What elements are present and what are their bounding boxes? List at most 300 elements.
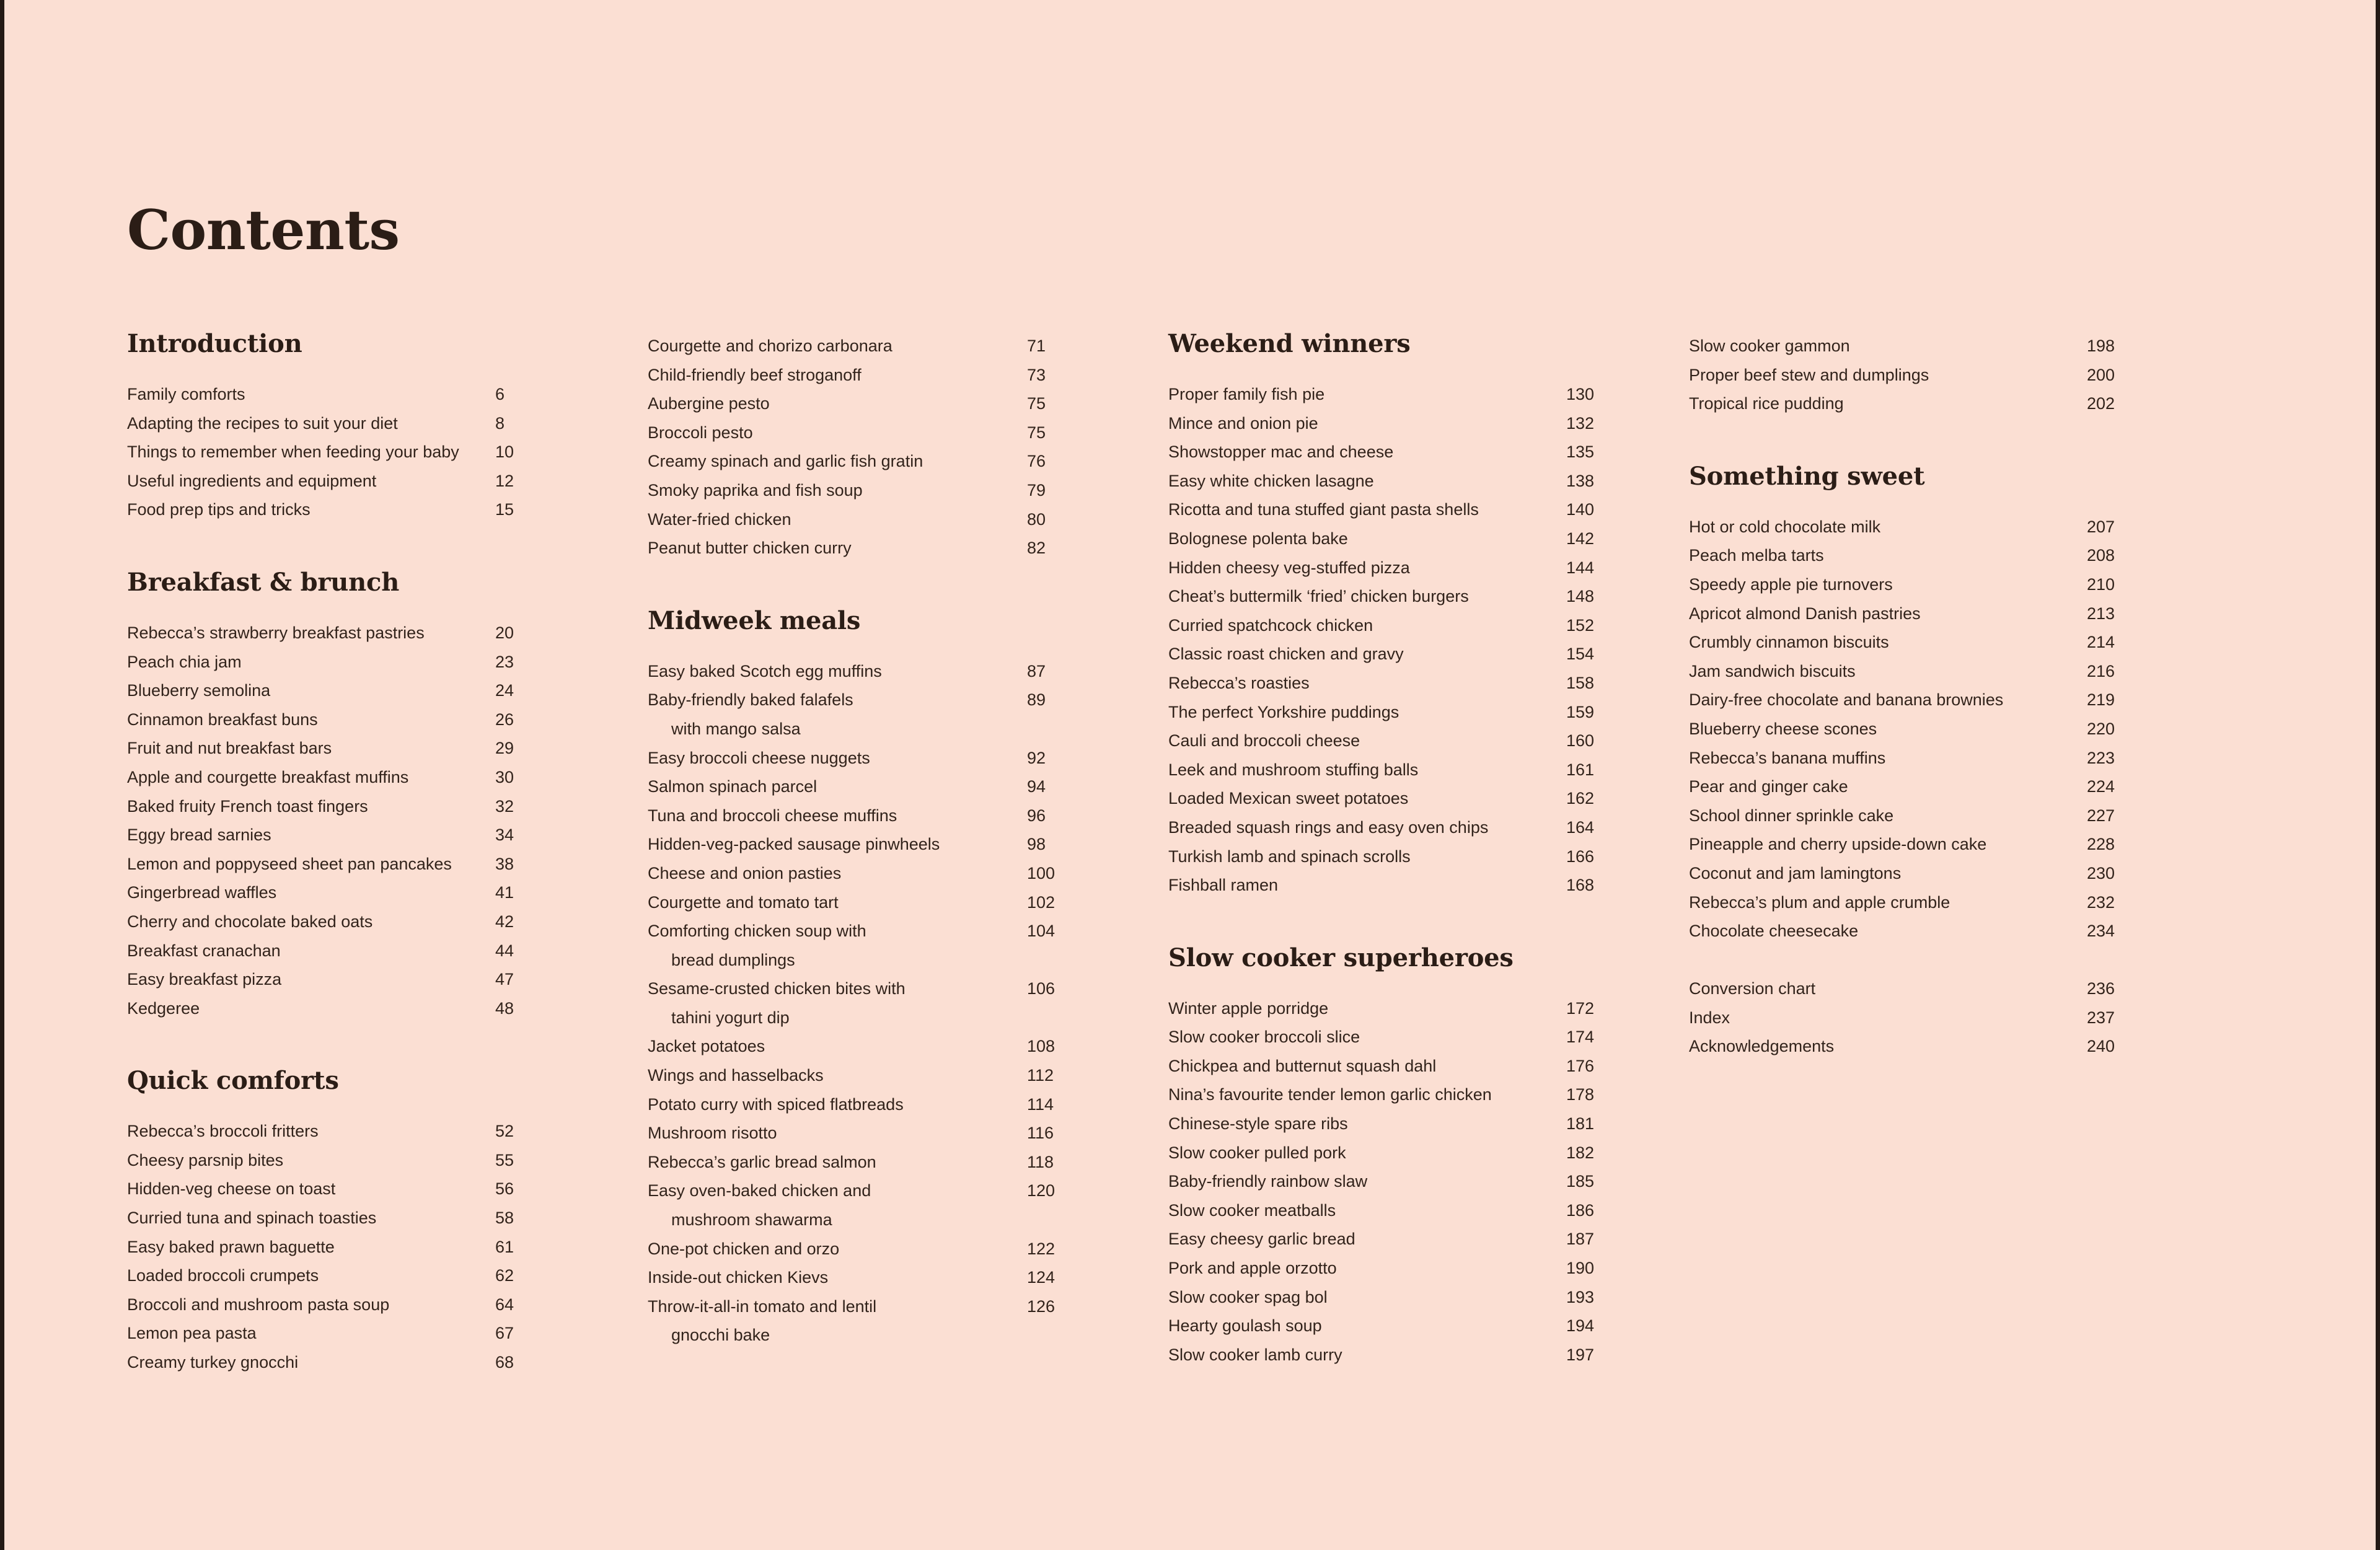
contents-entry[interactable] [648, 534, 1168, 563]
entry-page-number: 23 [495, 652, 514, 671]
entry-title: Mince and onion pie [1168, 413, 1318, 433]
contents-entry[interactable] [1689, 332, 2210, 361]
entry-page-number: 15 [495, 500, 514, 519]
entry-title: Cauli and broccoli cheese [1168, 731, 1360, 751]
entry-page-number: 220 [2087, 719, 2115, 738]
entry-page-number: 208 [2087, 546, 2115, 565]
entry-title: Mushroom risotto [648, 1124, 777, 1143]
contents-entry[interactable] [127, 676, 648, 705]
contents-entry[interactable] [1168, 1080, 1689, 1109]
entry-page-number: 52 [495, 1122, 514, 1141]
entry-title: Lemon pea pasta [127, 1324, 257, 1343]
contents-entry[interactable] [127, 763, 648, 792]
contents-entry[interactable] [127, 705, 648, 734]
entry-page-number: 62 [495, 1266, 514, 1285]
contents-entry[interactable] [1689, 801, 2210, 830]
entry-page-number: 58 [495, 1209, 514, 1228]
contents-columns [127, 329, 2278, 1377]
contents-entry[interactable] [648, 685, 1168, 715]
contents-entry[interactable] [648, 801, 1168, 830]
entry-title: Curried tuna and spinach toasties [127, 1209, 377, 1228]
contents-entry[interactable] [648, 476, 1168, 505]
contents-entry[interactable] [648, 1263, 1168, 1292]
contents-entry[interactable] [1168, 1311, 1689, 1341]
entry-title: Rebecca’s broccoli fritters [127, 1122, 319, 1141]
contents-entry[interactable] [127, 1261, 648, 1290]
entry-title: Things to remember when feeding your baby [127, 443, 459, 462]
entry-title: Comforting chicken soup with [648, 922, 866, 941]
contents-section [1168, 943, 1689, 1370]
entry-page-number: 138 [1566, 471, 1595, 490]
entry-title: Slow cooker spag bol [1168, 1287, 1328, 1306]
contents-entry[interactable] [1168, 871, 1689, 900]
contents-entry[interactable] [1168, 380, 1689, 409]
entry-page-number: 159 [1566, 702, 1595, 721]
entry-page-number: 124 [1027, 1268, 1056, 1287]
contents-entry[interactable] [127, 467, 648, 496]
contents-entry[interactable] [1168, 1196, 1689, 1225]
contents-entry-list [127, 619, 648, 1023]
entry-title: with mango salsa [671, 719, 801, 738]
column-4 [1689, 332, 2210, 1061]
entry-title: Crumbly cinnamon biscuits [1689, 633, 1889, 652]
entry-title: Easy oven-baked chicken and [648, 1181, 871, 1200]
entry-title: Easy baked Scotch egg muffins [648, 661, 882, 680]
entry-title: Family comforts [127, 385, 245, 403]
contents-entry[interactable] [127, 792, 648, 821]
contents-entry[interactable] [1689, 715, 2210, 744]
entry-page-number: 108 [1027, 1037, 1056, 1056]
entry-title: Cinnamon breakfast buns [127, 710, 318, 729]
entry-page-number: 26 [495, 710, 514, 729]
contents-entry[interactable] [648, 888, 1168, 917]
entry-page-number: 106 [1027, 979, 1056, 998]
contents-entry[interactable] [127, 438, 648, 467]
entry-page-number: 98 [1027, 835, 1046, 854]
entry-title: Fishball ramen [1168, 876, 1279, 895]
contents-entry[interactable] [1689, 628, 2210, 657]
contents-entry[interactable] [648, 1148, 1168, 1177]
entry-title: Gingerbread waffles [127, 883, 277, 902]
contents-entry[interactable] [648, 1292, 1168, 1321]
contents-entry[interactable] [1689, 361, 2210, 390]
contents-section [1689, 461, 2210, 1061]
entry-title: tahini yogurt dip [671, 1008, 790, 1027]
contents-entry-list [648, 657, 1168, 1350]
entry-title: Sesame-crusted chicken bites with [648, 979, 906, 998]
contents-entry[interactable] [1168, 994, 1689, 1023]
entry-page-number: 142 [1566, 529, 1595, 548]
contents-entry[interactable] [127, 1348, 648, 1377]
entry-page-number: 227 [2087, 806, 2115, 825]
entry-title: Apple and courgette breakfast muffins [127, 767, 409, 786]
entry-page-number: 24 [495, 681, 514, 700]
contents-entry[interactable] [1168, 582, 1689, 611]
entry-title: Hidden-veg cheese on toast [127, 1179, 336, 1199]
contents-entry[interactable] [648, 946, 1168, 975]
section-heading: Introduction [127, 329, 302, 358]
column-2 [648, 332, 1168, 1350]
contents-entry[interactable] [1689, 570, 2210, 599]
entry-page-number: 71 [1027, 337, 1046, 355]
entry-title: Classic roast chicken and gravy [1168, 645, 1404, 664]
entry-page-number: 104 [1027, 922, 1056, 941]
entry-title: School dinner sprinkle cake [1689, 806, 1894, 825]
contents-entry[interactable] [1689, 389, 2210, 418]
entry-title: Hidden cheesy veg-stuffed pizza [1168, 558, 1410, 577]
entry-page-number: 178 [1566, 1085, 1595, 1104]
entry-page-number: 232 [2087, 892, 2115, 912]
entry-title: Pear and ginger cake [1689, 777, 1848, 796]
entry-page-number: 126 [1027, 1297, 1056, 1316]
entry-title: Salmon spinach parcel [648, 777, 818, 796]
contents-entry[interactable] [648, 657, 1168, 686]
entry-title: Easy baked prawn baguette [127, 1237, 335, 1256]
contents-entry[interactable] [1168, 495, 1689, 524]
entry-title: Showstopper mac and cheese [1168, 443, 1394, 462]
contents-entry[interactable] [127, 821, 648, 850]
contents-entry[interactable] [648, 361, 1168, 390]
entry-title: Conversion chart [1689, 979, 1816, 998]
entry-title: Apricot almond Danish pastries [1689, 604, 1921, 623]
entry-page-number: 228 [2087, 835, 2115, 854]
contents-section [127, 567, 648, 1023]
entry-title: Blueberry cheese scones [1689, 719, 1877, 738]
contents-entry[interactable] [1689, 513, 2210, 542]
entry-title: Useful ingredients and equipment [127, 471, 377, 490]
contents-entry[interactable] [1168, 438, 1689, 467]
entry-page-number: 200 [2087, 365, 2115, 384]
entry-title: Slow cooker pulled pork [1168, 1143, 1346, 1162]
contents-entry[interactable] [1168, 640, 1689, 669]
entry-page-number: 237 [2087, 1008, 2115, 1027]
contents-entry[interactable] [1168, 1109, 1689, 1138]
entry-page-number: 164 [1566, 817, 1595, 837]
contents-entry[interactable] [648, 1090, 1168, 1119]
entry-page-number: 47 [495, 970, 514, 989]
entry-page-number: 202 [2087, 394, 2115, 413]
entry-page-number: 12 [495, 471, 514, 490]
contents-entry[interactable] [127, 1319, 648, 1348]
entry-title: Broccoli and mushroom pasta soup [127, 1295, 390, 1314]
entry-page-number: 48 [495, 998, 514, 1018]
contents-entry[interactable] [648, 1032, 1168, 1061]
entry-title: Rebecca’s banana muffins [1689, 748, 1886, 767]
entry-page-number: 234 [2087, 922, 2115, 941]
contents-entry[interactable] [127, 409, 648, 438]
entry-title: Index [1689, 1008, 1730, 1027]
column-3 [1168, 329, 1689, 1369]
entry-title: Slow cooker broccoli slice [1168, 1028, 1360, 1047]
contents-entry[interactable] [1168, 524, 1689, 553]
entry-title: Rebecca’s garlic bread salmon [648, 1152, 876, 1171]
contents-entry[interactable] [1168, 784, 1689, 813]
contents-entry[interactable] [1168, 611, 1689, 640]
contents-entry[interactable] [1689, 657, 2210, 686]
entry-page-number: 185 [1566, 1172, 1595, 1191]
entry-title: Creamy spinach and garlic fish gratin [648, 452, 923, 471]
contents-entry[interactable] [127, 619, 648, 648]
section-heading: Quick comforts [127, 1066, 339, 1096]
contents-entry[interactable] [648, 974, 1168, 1003]
entry-title: Baked fruity French toast fingers [127, 796, 368, 816]
entry-page-number: 161 [1566, 760, 1595, 779]
entry-title: Courgette and tomato tart [648, 892, 839, 912]
contents-entry[interactable] [127, 965, 648, 994]
contents-entry[interactable] [1689, 830, 2210, 859]
contents-entry[interactable] [1689, 1003, 2210, 1033]
contents-entry[interactable] [1168, 842, 1689, 871]
entry-title: Curried spatchcock chicken [1168, 615, 1373, 635]
entry-title: Chickpea and butternut squash dahl [1168, 1056, 1437, 1075]
entry-page-number: 213 [2087, 604, 2115, 623]
entry-title: Pineapple and cherry upside-down cake [1689, 835, 1987, 854]
entry-title: Loaded broccoli crumpets [127, 1266, 319, 1285]
entry-title: Food prep tips and tricks [127, 500, 311, 519]
contents-entry[interactable] [127, 380, 648, 409]
contents-entry[interactable] [648, 1205, 1168, 1235]
entry-title: Proper beef stew and dumplings [1689, 365, 1929, 384]
entry-page-number: 172 [1566, 998, 1595, 1018]
entry-page-number: 75 [1027, 423, 1046, 442]
contents-entry[interactable] [1168, 1167, 1689, 1196]
entry-page-number: 122 [1027, 1239, 1056, 1258]
entry-page-number: 75 [1027, 394, 1046, 413]
contents-entry[interactable] [648, 1176, 1168, 1205]
contents-entry[interactable] [648, 1003, 1168, 1033]
contents-entry[interactable] [127, 907, 648, 936]
entry-page-number: 230 [2087, 863, 2115, 883]
contents-entry[interactable] [648, 332, 1168, 361]
contents-entry[interactable] [648, 1235, 1168, 1264]
contents-entry[interactable] [1168, 1283, 1689, 1312]
entry-page-number: 194 [1566, 1316, 1595, 1336]
entry-title: Rebecca’s plum and apple crumble [1689, 892, 1950, 912]
entry-page-number: 96 [1027, 806, 1046, 825]
entry-title: Speedy apple pie turnovers [1689, 575, 1893, 594]
entry-page-number: 224 [2087, 777, 2115, 796]
contents-entry-list [1168, 994, 1689, 1370]
contents-entry-list [1689, 332, 2210, 418]
entry-page-number: 240 [2087, 1037, 2115, 1056]
contents-entry[interactable] [127, 878, 648, 907]
entry-title: Hot or cold chocolate milk [1689, 517, 1881, 536]
entry-title: Broccoli pesto [648, 423, 753, 442]
contents-entry[interactable] [127, 495, 648, 524]
section-heading: Midweek meals [648, 605, 861, 635]
contents-entry[interactable] [1168, 1225, 1689, 1254]
contents-entry[interactable] [1689, 744, 2210, 773]
entry-page-number: 73 [1027, 365, 1046, 384]
entry-page-number: 236 [2087, 979, 2115, 998]
entry-page-number: 61 [495, 1237, 514, 1256]
entry-page-number: 30 [495, 767, 514, 786]
contents-entry[interactable] [1168, 1138, 1689, 1168]
entry-title: Peach melba tarts [1689, 546, 1824, 565]
entry-page-number: 118 [1027, 1152, 1054, 1171]
entry-title: Adapting the recipes to suit your diet [127, 413, 398, 433]
entry-title: gnocchi bake [671, 1326, 770, 1345]
entry-title: Chinese-style spare ribs [1168, 1114, 1348, 1134]
section-heading: Something sweet [1689, 461, 1925, 491]
contents-entry[interactable] [648, 859, 1168, 888]
contents-entry[interactable] [648, 772, 1168, 801]
entry-title: One-pot chicken and orzo [648, 1239, 840, 1258]
entry-title: Rebecca’s roasties [1168, 673, 1310, 692]
entry-page-number: 116 [1027, 1124, 1054, 1143]
contents-entry[interactable] [127, 850, 648, 879]
contents-entry[interactable] [1168, 669, 1689, 698]
entry-page-number: 160 [1566, 731, 1595, 751]
entry-page-number: 158 [1566, 673, 1595, 692]
contents-entry[interactable] [648, 715, 1168, 744]
contents-entry[interactable] [1168, 755, 1689, 785]
entry-title: Fruit and nut breakfast bars [127, 739, 332, 758]
entry-page-number: 210 [2087, 575, 2115, 594]
contents-entry[interactable] [1168, 467, 1689, 496]
entry-title: Bolognese polenta bake [1168, 529, 1348, 548]
entry-page-number: 144 [1566, 558, 1595, 577]
entry-page-number: 197 [1566, 1345, 1595, 1364]
contents-entry[interactable] [1689, 541, 2210, 570]
entry-title: Potato curry with spiced flatbreads [648, 1094, 904, 1114]
contents-entry[interactable] [127, 1146, 648, 1175]
section-heading: Weekend winners [1168, 329, 1411, 358]
entry-page-number: 68 [495, 1353, 514, 1372]
contents-section [127, 1068, 648, 1376]
contents-entry[interactable] [648, 447, 1168, 476]
contents-entry[interactable] [127, 1174, 648, 1204]
entry-title: The perfect Yorkshire puddings [1168, 702, 1399, 721]
entry-page-number: 32 [495, 796, 514, 816]
contents-entry[interactable] [1168, 1052, 1689, 1081]
entry-title: Tuna and broccoli cheese muffins [648, 806, 897, 825]
entry-title: Baby-friendly baked falafels [648, 690, 853, 710]
contents-entry[interactable] [127, 1204, 648, 1233]
contents-entry[interactable] [1689, 888, 2210, 917]
entry-page-number: 193 [1566, 1287, 1595, 1306]
entry-page-number: 182 [1566, 1143, 1595, 1162]
entry-page-number: 64 [495, 1295, 514, 1314]
column-1 [127, 329, 648, 1377]
contents-entry-list [1168, 380, 1689, 900]
entry-page-number: 76 [1027, 452, 1046, 471]
contents-entry[interactable] [1689, 917, 2210, 946]
entry-page-number: 140 [1566, 500, 1595, 519]
entry-page-number: 56 [495, 1179, 514, 1199]
entry-page-number: 8 [495, 413, 505, 433]
entry-title: Aubergine pesto [648, 394, 770, 413]
contents-entry[interactable] [648, 1119, 1168, 1148]
entry-page-number: 94 [1027, 777, 1046, 796]
contents-entry[interactable] [127, 1290, 648, 1319]
entry-page-number: 148 [1566, 587, 1595, 606]
entry-page-number: 120 [1027, 1181, 1056, 1200]
contents-entry[interactable] [648, 917, 1168, 946]
entry-title: Water-fried chicken [648, 509, 791, 529]
entry-page-number: 223 [2087, 748, 2115, 767]
contents-entry[interactable] [127, 994, 648, 1023]
entry-title: Cheesy parsnip bites [127, 1150, 284, 1169]
contents-entry[interactable] [1689, 1032, 2210, 1061]
contents-entry[interactable] [1689, 685, 2210, 715]
contents-entry[interactable] [1689, 772, 2210, 801]
entry-title: Slow cooker gammon [1689, 337, 1850, 355]
entry-title: Eggy bread sarnies [127, 826, 271, 845]
entry-title: Leek and mushroom stuffing balls [1168, 760, 1419, 779]
contents-entry[interactable] [1168, 1254, 1689, 1283]
contents-entry[interactable] [127, 936, 648, 966]
entry-title: Cherry and chocolate baked oats [127, 912, 373, 931]
contents-entry[interactable] [648, 418, 1168, 447]
entry-title: Proper family fish pie [1168, 385, 1325, 403]
contents-entry[interactable] [127, 734, 648, 763]
entry-page-number: 29 [495, 739, 514, 758]
entry-page-number: 102 [1027, 892, 1056, 912]
entry-spacer [1689, 946, 2210, 975]
contents-entry[interactable] [127, 1117, 648, 1146]
contents-entry[interactable] [1168, 553, 1689, 583]
section-heading: Slow cooker superheroes [1168, 943, 1514, 972]
entry-title: Chocolate cheesecake [1689, 922, 1859, 941]
entry-title: Creamy turkey gnocchi [127, 1353, 299, 1372]
contents-entry[interactable] [127, 1233, 648, 1262]
entry-title: Peach chia jam [127, 652, 242, 671]
contents-section [1168, 329, 1689, 900]
contents-entry[interactable] [648, 830, 1168, 859]
entry-page-number: 181 [1566, 1114, 1595, 1134]
contents-entry[interactable] [1168, 813, 1689, 842]
contents-entry[interactable] [648, 389, 1168, 418]
contents-entry[interactable] [1689, 599, 2210, 628]
entry-page-number: 89 [1027, 690, 1046, 710]
contents-section [648, 332, 1168, 563]
contents-entry[interactable] [1168, 1023, 1689, 1052]
entry-title: Loaded Mexican sweet potatoes [1168, 789, 1409, 808]
entry-page-number: 80 [1027, 509, 1046, 529]
contents-entry[interactable] [648, 1321, 1168, 1350]
entry-page-number: 87 [1027, 661, 1046, 680]
contents-entry[interactable] [1168, 726, 1689, 755]
entry-title: Breakfast cranachan [127, 941, 281, 960]
entry-page-number: 44 [495, 941, 514, 960]
entry-page-number: 42 [495, 912, 514, 931]
entry-page-number: 38 [495, 854, 514, 873]
contents-entry[interactable] [1168, 409, 1689, 438]
entry-page-number: 34 [495, 826, 514, 845]
entry-page-number: 166 [1566, 847, 1595, 866]
contents-entry[interactable] [1168, 698, 1689, 727]
entry-title: Ricotta and tuna stuffed giant pasta shells [1168, 500, 1479, 519]
entry-page-number: 162 [1566, 789, 1595, 808]
entry-title: Coconut and jam lamingtons [1689, 863, 1902, 883]
contents-entry[interactable] [648, 505, 1168, 534]
contents-entry[interactable] [1689, 974, 2210, 1003]
contents-entry[interactable] [648, 1061, 1168, 1090]
contents-entry[interactable] [127, 648, 648, 677]
entry-title: mushroom shawarma [671, 1210, 832, 1230]
entry-title: Easy cheesy garlic bread [1168, 1230, 1355, 1249]
contents-entry[interactable] [1168, 1341, 1689, 1370]
entry-page-number: 112 [1027, 1066, 1054, 1085]
entry-title: Pork and apple orzotto [1168, 1259, 1337, 1278]
entry-title: Cheat’s buttermilk ‘fried’ chicken burgers [1168, 587, 1469, 606]
contents-entry[interactable] [1689, 859, 2210, 888]
entry-title: Smoky paprika and fish soup [648, 480, 863, 500]
contents-entry[interactable] [648, 744, 1168, 773]
entry-title: Child-friendly beef stroganoff [648, 365, 862, 384]
entry-title: Cheese and onion pasties [648, 863, 842, 883]
